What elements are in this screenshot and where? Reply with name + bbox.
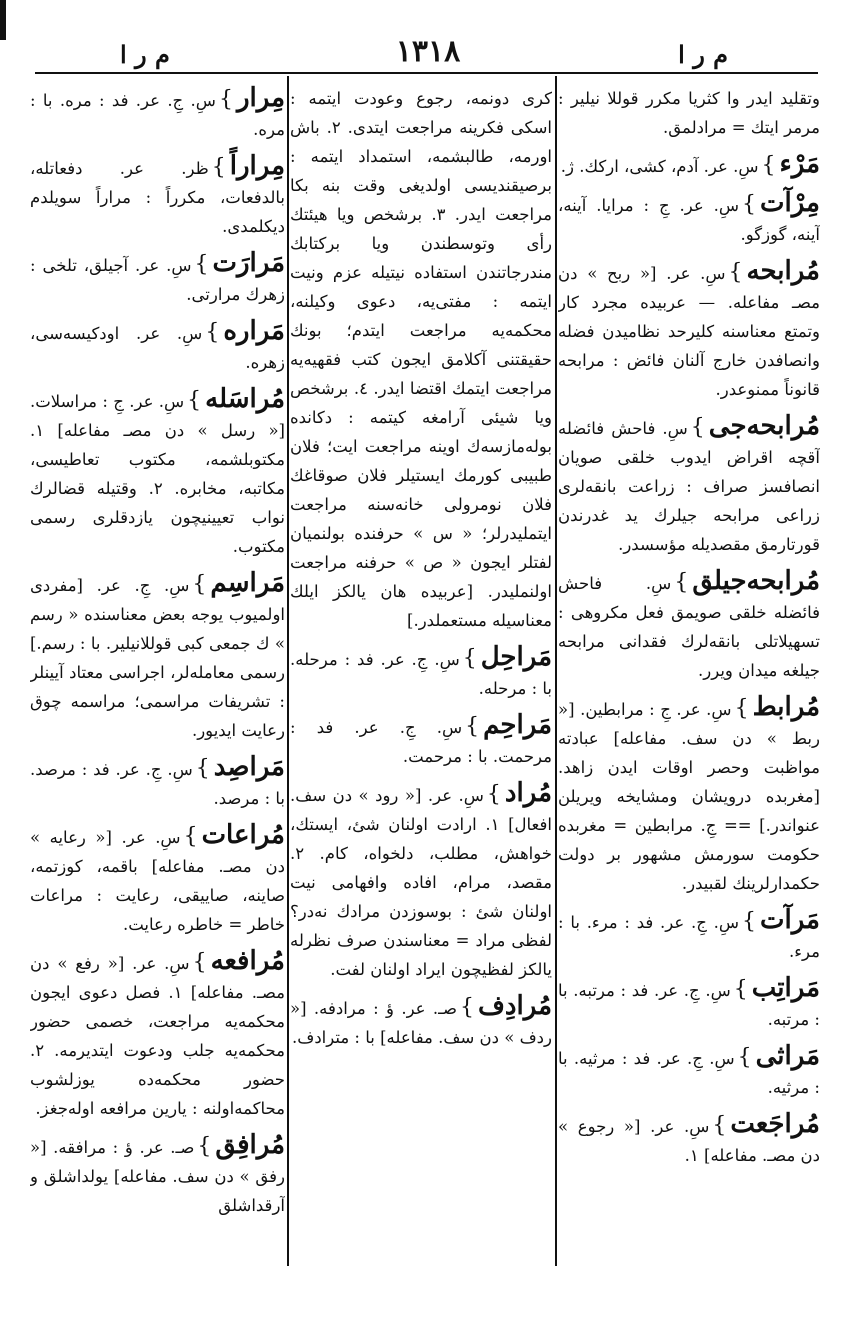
page-number: ١٣١٨ [395, 34, 461, 69]
header-right-guide-letters: م ر ا [678, 40, 728, 69]
entry-definition: سِ. عر. آدم، كشى، اركك. ژ. [560, 157, 759, 176]
entry-headword: مُرابحه‌جيلق [692, 566, 820, 596]
dictionary-entry [290, 84, 552, 635]
entry-definition: سِ. جِ. عر. فد : مره. با : مره. [30, 91, 285, 139]
dictionary-entry [30, 152, 285, 241]
dictionary-entry [30, 753, 285, 813]
entry-headword: مُرادِف [477, 991, 552, 1021]
brace-mark: } [218, 87, 233, 112]
brace-mark: } [183, 824, 198, 849]
entry-definition: سِ. جِ. عر. فد : مرحمت. با : مرحمت. [290, 718, 552, 766]
entry-definition: وتقليد ايدر وا كثريا مكرر قوللا نيلير : مرمر ايتك = مرادلمق. [558, 89, 820, 137]
brace-mark: } [192, 572, 207, 597]
entry-definition: سِ. عر. [« ربح » دن مصـ مفاعله. — عربيده مجرد كار وتمتع معناسنه كليرحد نظاميدن فضله وانصافدن خارج آلنان فائض : مرابحه قانوناً ممنوعدر. [558, 264, 820, 399]
entry-definition: صـ. عر. ؤ : مرادفه. [« ردف » دن سف. مفاعله] با : مترادف. [290, 999, 552, 1047]
entry-headword: مَرآت [760, 905, 820, 935]
dictionary-entry [558, 84, 820, 142]
entry-headword: مُرابحه‌جى [708, 411, 820, 441]
dictionary-entry [30, 947, 285, 1123]
brace-mark: } [187, 388, 202, 413]
dictionary-entry [290, 711, 552, 771]
entry-headword: مَراثى [755, 1041, 820, 1071]
dictionary-entry [558, 974, 820, 1034]
entry-definition: سِ. عر. [« رعايه » دن مصـ. مفاعله] باقمه، كوزتمه، صاينه، صاييقى، رعايت : مراعات خاطر = خاطره رعايت. [30, 828, 285, 934]
entry-definition: سِ. عر. [« رجوع » دن مصـ. مفاعله] ١. [558, 1117, 820, 1165]
brace-mark: } [734, 696, 749, 721]
brace-mark: } [737, 1045, 752, 1070]
entry-headword: مُراجَعت [730, 1109, 820, 1139]
dictionary-entry [30, 1131, 285, 1220]
brace-mark: } [712, 1113, 727, 1138]
brace-mark: } [486, 782, 501, 807]
entry-headword: مَراصِد [213, 752, 285, 782]
dictionary-entry [558, 1110, 820, 1170]
brace-mark: } [742, 909, 757, 934]
entry-definition: سِ. جِ. عر. فد : مرتبه. با : مرتبه. [558, 981, 820, 1029]
header-rule [35, 72, 818, 74]
entry-definition: سِ. جِ. عر. فد : مرثيه. با : مرثيه. [558, 1049, 820, 1097]
dictionary-entry [558, 906, 820, 966]
entry-definition: سِ. جِ. عر. فد : مرحله. با : مرحله. [290, 650, 552, 698]
dictionary-entry [30, 569, 285, 745]
entry-headword: مَراره [223, 316, 285, 346]
brace-mark: } [211, 155, 226, 180]
entry-headword: مَراسِم [210, 568, 285, 598]
dictionary-entry [290, 779, 552, 984]
entry-definition: سِ. عر. اودكيسه‌سى، زهره. [30, 324, 285, 372]
column-divider-left [287, 76, 289, 1266]
brace-mark: } [462, 646, 477, 671]
dictionary-entry [558, 693, 820, 898]
entry-definition: صـ. عر. ؤ : مرافقه. [« رفق » دن سف. مفاعله] يولداشلق و آرقداشلق [30, 1138, 285, 1215]
dictionary-entry [558, 412, 820, 559]
dictionary-entry [30, 821, 285, 939]
entry-headword: مَراحِم [483, 710, 552, 740]
entry-definition: سِ. فاحش فائضله آقچه اقراض ايدوب خلقى صويان انصافسز صراف : زراعت بانقه‌لرى زراعى مرابحه جيلرك يد غدرندن قورتارمق مقصديله مؤسسدر. [558, 419, 820, 554]
brace-mark: } [205, 320, 220, 345]
column-divider-right [555, 76, 557, 1266]
entry-definition: سِ. عر. آجيلق، تلخى : زهرك مرارتى. [30, 256, 285, 304]
brace-mark: } [690, 415, 705, 440]
entry-definition: سِ. عر. جِ : مرابطين. [« ربط » دن سف. مفاعله] عبادته مواظبت وحصر اوقات ايدن زاهد. [مغربده درويشان ومشايخه ويريلن عنواندر.] == جِ. مرابطين = مغربده حكومت سورمش مشهور بر دولت حكمدارلرينك لقبيدر. [558, 700, 820, 893]
dictionary-entry [290, 643, 552, 703]
entry-headword: مَرْء [779, 149, 820, 179]
dictionary-entry [290, 992, 552, 1052]
page-edge-mark [0, 0, 6, 40]
entry-headword: مُرابط [752, 692, 820, 722]
page-header [38, 34, 818, 69]
brace-mark: } [195, 756, 210, 781]
entry-headword: مُرافعه [210, 946, 285, 976]
entry-definition: سِ. عر. [« رود » دن سف. افعال] ١. ارادت اولنان شئ، ايستك، خواهش، مطلب، دلخواه، كام. ٢. مقصد، مرام، افاده وافهامى نيت اولنان شئ : بوسوزدن مرادك نه‌در؟ لفظى مراد = معناسندن صرف نظرله يالكز لفظيچون ايراد اولنان لفت. [290, 786, 552, 979]
dictionary-entry [558, 150, 820, 181]
brace-mark: } [761, 153, 776, 178]
brace-mark: } [733, 977, 748, 1002]
entry-definition: سِ. جِ. عر. فد : مرء. با : مرء. [558, 913, 820, 961]
dictionary-entry [558, 189, 820, 249]
brace-mark: } [194, 252, 209, 277]
brace-mark: } [465, 714, 480, 739]
dictionary-entry [558, 567, 820, 685]
brace-mark: } [192, 950, 207, 975]
dictionary-entry [30, 385, 285, 561]
column-middle [290, 84, 552, 1264]
entry-definition: سِ. عر. جِ : مرايا. آينه، آينه، گوزگو. [558, 196, 820, 244]
entry-headword: مُرابحه [746, 256, 820, 286]
entry-headword: مُرافِق [215, 1130, 285, 1160]
dictionary-entry [30, 317, 285, 377]
entry-definition: سِ. عر. جِ : مراسلات. [« رسل » دن مصـ مفاعله] ١. مكتوبلشمه، مكتوب تعاطيسى، مكاتبه، مخابره. ٢. وقتيله قضالرك نواب تعيينيچون يازدقلرى رسمى مكتوب. [30, 392, 285, 556]
entry-headword: مِراراً [229, 151, 285, 181]
brace-mark: } [742, 192, 757, 217]
entry-definition: سِ. عر. [« رفع » دن مصـ. مفاعله] ١. فصل دعوى ايجون محكمه‌يه مراجعت، خصمى حضور محكمه‌يه جلب ودعوت ايتديرمه. ٢. حضور محكمه‌ده يوزلشوب محاكمه‌اولنه : يارين مرافعه اوله‌جغز. [30, 954, 285, 1118]
entry-definition: سِ. جِ. عر. فد : مرصد. با : مرصد. [30, 760, 285, 808]
entry-headword: مَرارَت [212, 248, 285, 278]
brace-mark: } [459, 995, 474, 1020]
brace-mark: } [674, 570, 689, 595]
dictionary-entry [30, 84, 285, 144]
entry-headword: مِرْآت [760, 188, 820, 218]
column-left [30, 84, 285, 1264]
entry-headword: مُراد [504, 778, 552, 808]
dictionary-entry [558, 1042, 820, 1102]
brace-mark: } [197, 1134, 212, 1159]
entry-headword: مَراتِب [751, 973, 820, 1003]
entry-definition: ظر. عر. دفعاتله، بالدفعات، مكرراً : مراراً سويلدم ديكلمدى. [30, 159, 285, 236]
entry-definition: سِ. فاحش فائضله خلقى صويمق فعل مكروهى : تسهيلاتلى بانقه‌لرك فقدانى مرابحه جيلغه ميدان ويرر. [558, 574, 820, 680]
dictionary-entry [30, 249, 285, 309]
column-right [558, 84, 820, 1264]
entry-headword: مَراحِل [480, 642, 552, 672]
entry-headword: مُراعات [201, 820, 285, 850]
dictionary-entry [558, 257, 820, 404]
entry-headword: مِرار [236, 84, 285, 113]
entry-definition: كرى دونمه، رجوع وعودت ايتمه : اسكى فكرينه مراجعت ايتدى. ٢. باش اورمه، طالبشمه، استمداد ايتمه : برصيقنديسى اولديغى وقت بنه بكا مراجعت ايدر. ٣. برشخص ويا هيئتك رأى وتوسطندن ويا بركتابك مندرجاتندن استفاده نيتيله عزم ونيت ايتمه : مفتى‌يه، دعوى وكيلنه، محكمه‌يه مراجعت ايتدم؛ بونك حقيقتنى آكلامق ايجون كتب فقهيه‌يه مراجعت ايتمك اقتضا ايدر. ٤. برشخص ويا شيئى آرامغه كيتمه : دكانده بوله‌مازسه‌ك اوينه مراجعت ايت؛ فلان طبيبى كورمك ايستيلر فلان صوقاغك فلان نومرولى خانه‌سنه مراجعت ايتمليدرلر؛ « س » حرفنده بولنميان لفتلر ايجون « ص » حرفنه مراجعت اولنمليدر. [عربيده هان يالكز ايلك معناسيله مستعملدر.] [290, 89, 552, 630]
entry-definition: سِ. جِ. عر. [مفردى اولميوب يوجه بعض معناسنده « رسم » ك جمعى كبى قوللانيلير. با : رسم.] رسمى معامله‌لر، اجراسى معتاد آيينلر : تشريفات مراسمى؛ مراسمه چوق رعايت ايديور. [30, 576, 285, 740]
header-left-guide-letters: م ر ا [120, 40, 170, 69]
brace-mark: } [728, 260, 743, 285]
entry-headword: مُراسَله [205, 384, 285, 414]
